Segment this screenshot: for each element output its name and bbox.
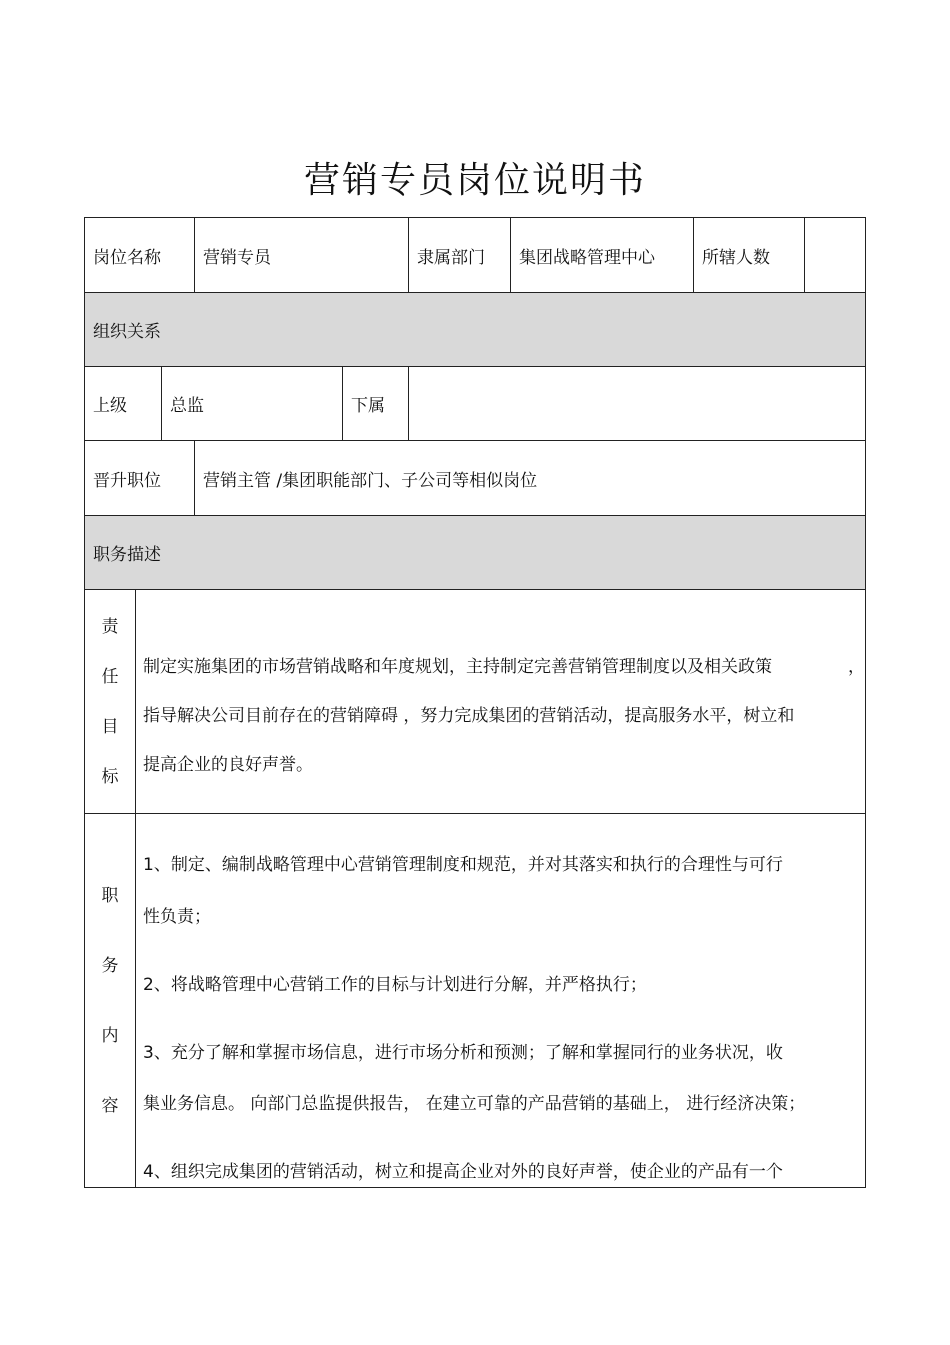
superior-value: 总监 [161,366,343,441]
position-name-value: 营销专员 [194,217,409,293]
org-relations-header: 组织关系 [84,292,866,367]
headcount-value [804,217,866,293]
promotion-label: 晋升职位 [84,440,195,516]
headcount-label: 所辖人数 [693,217,805,293]
promotion-value: 营销主管 /集团职能部门、子公司等相似岗位 [194,440,866,516]
responsibility-label-char: 责 [101,616,119,637]
duty-line: 集业务信息。 向部门总监提供报告， 在建立可靠的产品营销的基础上， 进行经济决策； [143,1094,806,1114]
responsibility-line: 提高企业的良好声誉。 [143,755,313,775]
duties-label-char: 职 [101,885,119,906]
duties-label-char: 容 [101,1095,119,1116]
subordinate-label: 下属 [342,366,409,441]
duty-line: 2、将战略管理中心营销工作的目标与计划进行分解，并严格执行； [143,975,647,995]
duties-label-char: 内 [101,1025,119,1046]
responsibility-label-char: 标 [101,766,119,787]
position-name-label: 岗位名称 [84,217,195,293]
duties-content [135,813,866,1188]
duty-line: 4、组织完成集团的营销活动，树立和提高企业对外的良好声誉，使企业的产品有一个 [143,1162,783,1182]
responsibility-content [135,589,866,814]
superior-label: 上级 [84,366,162,441]
responsibility-label-char: 任 [101,666,119,687]
subordinate-value [408,366,866,441]
duties-label-char: 务 [101,955,119,976]
duty-line: 性负责； [143,907,211,927]
duty-description-header: 职务描述 [84,515,866,590]
duties-label [84,813,136,1188]
duty-line: 1、制定、编制战略管理中心营销管理制度和规范，并对其落实和执行的合理性与可行 [143,855,783,875]
department-label: 隶属部门 [408,217,511,293]
duty-line: 3、充分了解和掌握市场信息，进行市场分析和预测；了解和掌握同行的业务状况，收 [143,1043,783,1063]
responsibility-label [84,589,136,814]
responsibility-trailing-comma: ， [848,657,865,677]
responsibility-line: 制定实施集团的市场营销战略和年度规划，主持制定完善营销管理制度以及相关政策 [143,657,772,677]
responsibility-label-char: 目 [101,716,119,737]
page-title: 营销专员岗位说明书 [303,160,646,201]
responsibility-line: 指导解决公司目前存在的营销障碍 ，努力完成集团的营销活动，提高服务水平，树立和 [143,706,795,726]
department-value: 集团战略管理中心 [510,217,694,293]
